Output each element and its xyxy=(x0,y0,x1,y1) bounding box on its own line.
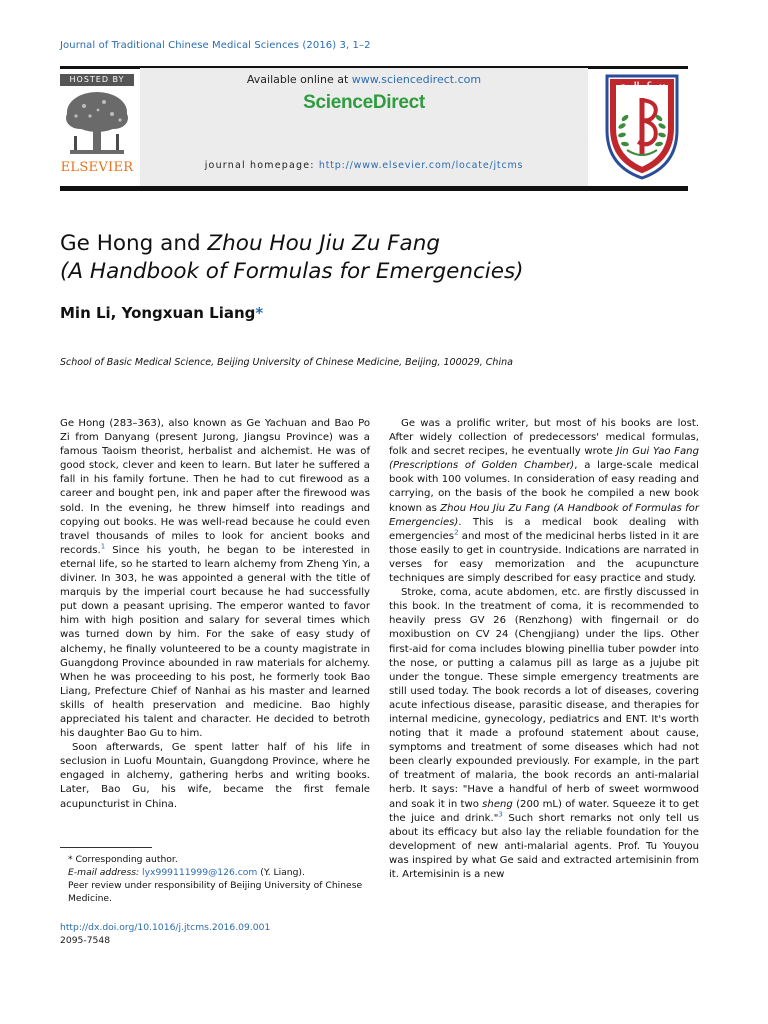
paragraph-text: Stroke, coma, acute abdomen, etc. are firstly discussed in this book. In the treatment of coma, it is recommended to heavily press GV 26 (Renzhong) with fingernail or do moxibustion on CV 24 (Chengjiang) under the lips. Other first-aid for coma includes blowing pinellia tuber powder into the nose, or putting a calamus pill as large as a jujube pit under the tongue. These simple emergency treatments are still used today. The book records a lot of diseases, covering acute infectious disease, parasitic disease, and therapies for internal medicine, gynecology, pediatrics and ENT. It's worth noting that it made a profound statement about cause, symptoms and treatment of some diseases which had not been clearly expounded previously. For example, in the part of treatment of malaria, the book records an anti-malarial herb. It says: "Have a handful of herb of sweet wormwood and soak it in two xyxy=(389,587,699,810)
author-names: Min Li, Yongxuan Liang xyxy=(60,304,256,322)
footnotes xyxy=(60,853,370,905)
svg-text:M: M xyxy=(659,83,666,91)
corresponding-author-mark[interactable]: * xyxy=(255,304,264,322)
paragraph: Soon afterwards, Ge spent latter half of his life in seclusion in Luofu Mountain, Guangdong Province, where he engaged in alchemy, gathering herbs and writing books. Later, Bao Gu, his wife, became the first female acupuncturist in China. xyxy=(60,742,370,810)
available-prefix: Available online at xyxy=(246,73,352,86)
sciencedirect-brand: ScienceDirect xyxy=(303,92,425,113)
author-list xyxy=(60,304,263,322)
svg-text:U: U xyxy=(634,80,640,88)
reference-marker[interactable]: 3 xyxy=(498,810,503,819)
paragraph-text: (200 mL) of water. Squeeze it to get the juice and drink." xyxy=(389,798,699,824)
elsevier-wordmark: ELSEVIER xyxy=(60,160,134,175)
italic-term: sheng xyxy=(482,798,513,810)
book-title: Zhou Hou Jiu Zu Fang (A Handbook of Formulas for Emergencies) xyxy=(389,502,699,528)
available-online-line xyxy=(140,73,588,86)
hosted-by-label: HOSTED BY xyxy=(60,74,134,86)
doi-block xyxy=(60,921,270,947)
reference-marker[interactable]: 1 xyxy=(100,542,106,551)
book-title: Jin Gui Yao Fang (Prescriptions of Golden Chamber) xyxy=(389,446,699,472)
paragraph-text: , a large-scale medical book with 100 volumes. In consideration of easy reading and carrying, on the basis of the book he compiled a new book known as xyxy=(389,460,699,514)
body-column-right xyxy=(389,417,699,882)
title-plain: Ge Hong and xyxy=(60,231,208,256)
footnote-rule xyxy=(60,847,152,848)
doi-link[interactable]: http://dx.doi.org/10.1016/j.jtcms.2016.09.001 xyxy=(60,922,271,933)
affiliation: School of Basic Medical Science, Beijing University of Chinese Medicine, Beijing, 100029, China xyxy=(60,357,513,368)
paragraph-text: and most of the medicinal herbs listed in it are those easily to get in countryside. Indications are narrated in verses for easy memorization and the acupuncture techniques are simply described for easy practice and study. xyxy=(389,530,699,585)
email-link[interactable]: lyx999111999@126.com xyxy=(142,867,258,878)
corresponding-author-note: * Corresponding author. xyxy=(68,854,178,865)
journal-homepage-line xyxy=(140,160,588,171)
reference-marker[interactable]: 2 xyxy=(454,528,459,537)
paragraph-text: Ge was a prolific writer, but most of his books are lost. After widely collection of predecessors' medical formulas, folk and secret recipes, he eventually wrote xyxy=(389,418,699,458)
paragraph-text: Ge Hong (283–363), also known as Ge Yachuan and Bao Po Zi from Danyang (present Jurong, Jiangsu Province) was a famous Taoism theorist, herbalist and alchemist. He was of good stock, clever and keen to learn. But later he suffered a fall in his family fortune. Then he had to cut firewood as a career and bought pen, ink and paper after the firewood was sold. In the evening, he threw himself into readings and copying out books. He was well-read because he could even travel thousands of miles to look for ancient books and records. xyxy=(60,418,370,556)
article-title xyxy=(60,230,700,286)
email-suffix: (Y. Liang). xyxy=(257,867,305,878)
bucm-crest-logo-icon xyxy=(601,68,683,182)
issn: 2095-7548 xyxy=(60,935,111,946)
paragraph xyxy=(60,417,370,741)
header-rule-bottom xyxy=(60,186,688,191)
elsevier-tree-logo-icon xyxy=(60,88,134,160)
peer-review-note: Peer review under responsibility of Beijing University of Chinese Medicine. xyxy=(68,880,363,904)
email-label: E-mail address: xyxy=(68,867,140,878)
sciencedirect-link[interactable]: www.sciencedirect.com xyxy=(351,73,482,86)
title-italic: Zhou Hou Jiu Zu Fang xyxy=(207,231,440,256)
paragraph-text: Since his youth, he began to be interested in eternal life, so he started to learn alchemy from Zheng Yin, a diviner. In 303, he was appointed a general with the title of marquis by the imperial court because he had successfully put down a peasant uprising. The emperor wanted to favor him with high position and salary for several times which was turned down by him. For the sake of easy study of alchemy, he finally volunteered to be a county magistrate in Guangdong Province abounded in raw materials for alchemy. When he was proceeding to his post, he formerly took Bao Liang, Prefecture Chief of Nanhai as his master and learned skills of health preservation and medicine. Bao highly appreciated his talent and character. He decided to betroth his daughter Bao Gu to him. xyxy=(60,544,370,740)
journal-citation[interactable]: Journal of Traditional Chinese Medical Sciences (2016) 3, 1–2 xyxy=(60,40,371,51)
paragraph xyxy=(389,586,699,882)
paragraph-text: Such short remarks not only tell us about its efficacy but also lay the reliable foundation for the development of new anti-malarial agents. Prof. Tu Youyou was inspired by what Ge said and extracted artemisinin from it. Artemisinin is a new xyxy=(389,812,700,880)
body-column-left xyxy=(60,417,370,812)
email-note xyxy=(60,866,370,879)
journal-homepage-link[interactable]: http://www.elsevier.com/locate/jtcms xyxy=(318,160,524,171)
paragraph xyxy=(389,417,699,586)
svg-text:B: B xyxy=(621,83,626,91)
paragraph-text: . This is a medical book dealing with emergencies xyxy=(389,516,699,542)
svg-text:C: C xyxy=(647,80,652,88)
title-subtitle: (A Handbook of Formulas for Emergencies) xyxy=(60,259,524,284)
homepage-prefix: journal homepage: xyxy=(204,160,319,171)
